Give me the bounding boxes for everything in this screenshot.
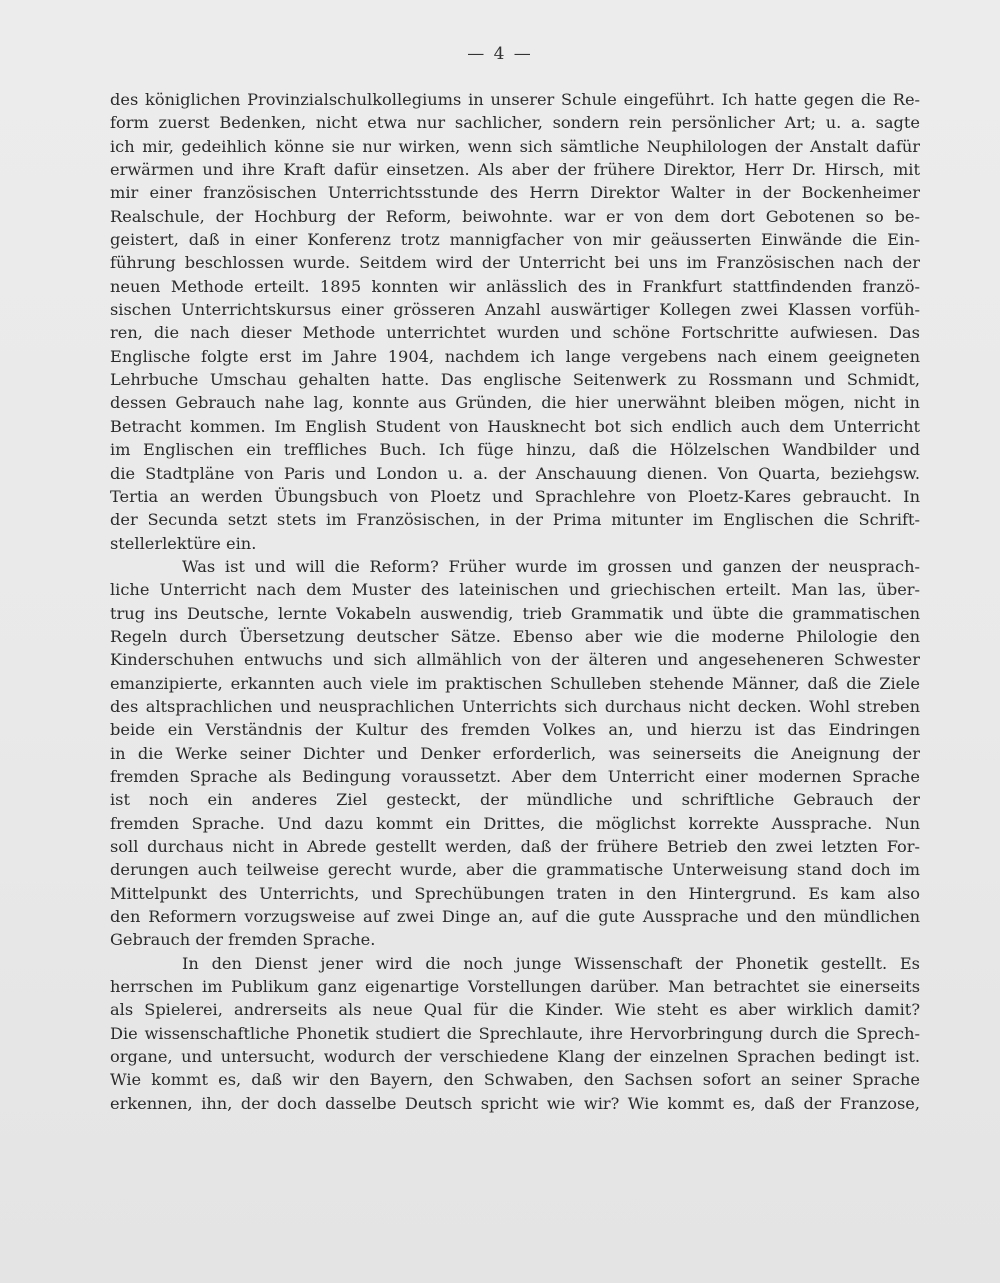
text-line: die Stadtpläne von Paris und London u. a. der Anschauung dienen. Von Quarta, beziehgsw. xyxy=(110,463,920,483)
text-line: Die wissenschaftliche Phonetik studiert die Sprechlaute, ihre Hervorbringung durch die Sprech- xyxy=(110,1023,920,1043)
text-line: form zuerst Bedenken, nicht etwa nur sachlicher, sondern rein persönlicher Art; u. a. sagte xyxy=(110,113,920,133)
body-text xyxy=(110,88,920,1115)
text-line: trug ins Deutsche, lernte Vokabeln auswendig, trieb Grammatik und übte die grammatischen xyxy=(110,603,920,623)
text-line: in die Werke seiner Dichter und Denker erforderlich, was seinerseits die Aneignung der xyxy=(110,743,920,763)
text-line: Mittelpunkt des Unterrichts, und Sprechübungen traten in den Hintergrund. Es kam also xyxy=(110,883,920,903)
text-line: geistert, daß in einer Konferenz trotz mannigfacher von mir geäusserten Einwände die Ein- xyxy=(110,230,920,250)
text-line: mir einer französischen Unterrichtsstunde des Herrn Direktor Walter in der Bockenheimer xyxy=(110,183,920,203)
text-line: Lehrbuche Umschau gehalten hatte. Das englische Seitenwerk zu Rossmann und Schmidt, xyxy=(110,370,920,390)
text-line: organe, und untersucht, wodurch der verschiedene Klang der einzelnen Sprachen bedingt ist. xyxy=(110,1047,920,1067)
text-line: im Englischen ein treffliches Buch. Ich füge hinzu, daß die Hölzelschen Wandbilder und xyxy=(110,440,920,460)
page-number: — 4 — xyxy=(467,44,533,64)
text-line: ren, die nach dieser Methode unterrichtet wurden und schöne Fortschritte aufwiesen. Das xyxy=(110,323,920,343)
text-line: Was ist und will die Reform? Früher wurde im grossen und ganzen der neusprach- xyxy=(182,556,920,576)
text-line: der Secunda setzt stets im Französischen, in der Prima mitunter im Englischen die Schrift- xyxy=(110,510,920,530)
text-line: fremden Sprache als Bedingung voraussetzt. Aber dem Unterricht einer modernen Sprache xyxy=(110,766,920,786)
text-line: erwärmen und ihre Kraft dafür einsetzen. Als aber der frühere Direktor, Herr Dr. Hirsch, mit xyxy=(110,160,920,180)
text-line: ich mir, gedeihlich könne sie nur wirken, wenn sich sämtliche Neuphilologen der Anstalt dafür xyxy=(110,136,920,156)
text-line: ist noch ein anderes Ziel gesteckt, der mündliche und schriftliche Gebrauch der xyxy=(110,790,920,810)
text-line: Tertia an werden Übungsbuch von Ploetz und Sprachlehre von Ploetz-Kares gebraucht. In xyxy=(110,486,920,506)
text-line: dessen Gebrauch nahe lag, konnte aus Gründen, die hier unerwähnt bleiben mögen, nicht in xyxy=(110,393,920,413)
text-line: Betracht kommen. Im English Student von Hausknecht bot sich endlich auch dem Unterricht xyxy=(110,416,920,436)
text-line: des königlichen Provinzialschulkollegiums in unserer Schule eingeführt. Ich hatte gegen die Re- xyxy=(110,90,920,109)
text-line: Kinderschuhen entwuchs und sich allmählich von der älteren und angeseheneren Schwester xyxy=(110,650,920,670)
text-line: liche Unterricht nach dem Muster des lateinischen und griechischen erteilt. Man las, über- xyxy=(110,580,920,600)
text-line: In den Dienst jener wird die noch junge Wissenschaft der Phonetik gestellt. Es xyxy=(182,953,920,973)
paragraph-3 xyxy=(110,952,920,1115)
text-line: Englische folgte erst im Jahre 1904, nachdem ich lange vergebens nach einem geeigneten xyxy=(110,346,920,366)
paragraph-1 xyxy=(110,88,920,555)
text-line: soll durchaus nicht in Abrede gestellt werden, daß der frühere Betrieb den zwei letzten For- xyxy=(110,837,920,856)
text-line: herrschen im Publikum ganz eigenartige Vorstellungen darüber. Man betrachtet sie einerseits xyxy=(110,977,920,997)
text-line: Gebrauch der fremden Sprache. xyxy=(110,930,376,950)
text-line: Wie kommt es, daß wir den Bayern, den Schwaben, den Sachsen sofort an seiner Sprache xyxy=(110,1070,920,1090)
text-line: derungen auch teilweise gerecht wurde, aber die grammatische Unterweisung stand doch im xyxy=(110,860,920,880)
text-line: beide ein Verständnis der Kultur des fremden Volkes an, und hierzu ist das Eindringen xyxy=(110,720,920,740)
text-line: erkennen, ihn, der doch dasselbe Deutsch spricht wie wir? Wie kommt es, daß der Franzose, xyxy=(110,1093,920,1113)
text-line: Regeln durch Übersetzung deutscher Sätze. Ebenso aber wie die moderne Philologie den xyxy=(110,626,920,646)
text-line: sischen Unterrichtskursus einer grösseren Anzahl auswärtiger Kollegen zwei Klassen vorfüh- xyxy=(110,300,920,320)
text-line: neuen Methode erteilt. 1895 konnten wir anlässlich des in Frankfurt stattfindenden franzö- xyxy=(110,276,920,296)
text-line: als Spielerei, andrerseits als neue Qual für die Kinder. Wie steht es aber wirklich damit? xyxy=(110,1000,920,1020)
text-line: emanzipierte, erkannten auch viele im praktischen Schulleben stehende Männer, daß die Ziele xyxy=(110,673,920,693)
text-line: führung beschlossen wurde. Seitdem wird der Unterricht bei uns im Französischen nach der xyxy=(110,253,920,273)
paragraph-2 xyxy=(110,555,920,952)
text-line: fremden Sprache. Und dazu kommt ein Drittes, die möglichst korrekte Aussprache. Nun xyxy=(110,813,920,833)
text-line: des altsprachlichen und neusprachlichen Unterrichts sich durchaus nicht decken. Wohl streben xyxy=(110,696,920,716)
text-line: den Reformern vorzugsweise auf zwei Dinge an, auf die gute Aussprache und den mündlichen xyxy=(110,907,920,927)
text-line: Realschule, der Hochburg der Reform, beiwohnte. war er von dem dort Gebotenen so be- xyxy=(110,206,920,226)
text-line: stellerlektüre ein. xyxy=(110,533,257,553)
